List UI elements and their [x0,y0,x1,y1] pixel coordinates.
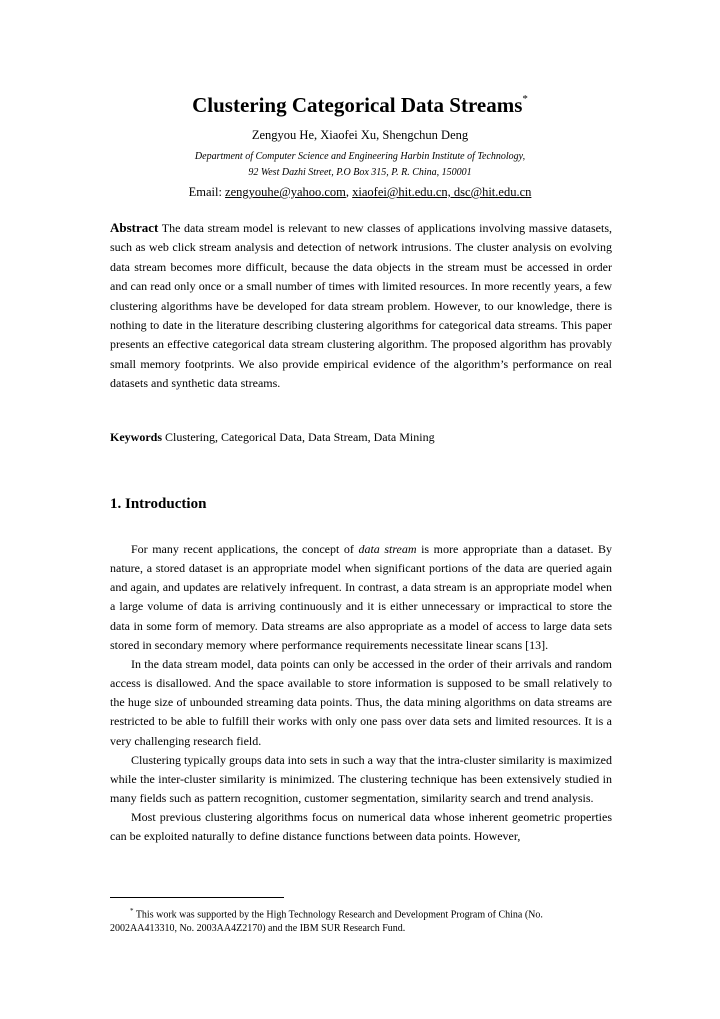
email-link-1[interactable]: zengyouhe@yahoo.com [225,185,346,199]
abstract [110,218,612,394]
footnote-mark: * [130,907,134,915]
title-text: Clustering Categorical Data Streams [192,93,523,117]
email-line [0,184,720,200]
paragraph-4: Most previous clustering algorithms focus on numerical data whose inherent geometric properties can be exploited naturally to define distance functions between data points. However, [110,810,612,844]
author-list: Zengyou He, Xiaofei Xu, Shengchun Deng [251,128,469,142]
paragraph-1-text-a: For many recent applications, the concept of [131,542,359,556]
introduction-body [110,540,612,847]
section-heading-introduction: 1. Introduction [110,496,207,512]
email-separator: , [345,185,353,199]
paper-title [0,92,720,118]
paragraph-2: In the data stream model, data points can only be accessed in the order of their arrivals and random access is disallowed. And the space available to store information is supposed to be small relatively to the huge size of unbounded streaming data points. Thus, the data mining algorithms on data streams are restricted to be able to fulfill their works with only one pass over data sets and limited resources. It is a very challenging research field. [110,656,612,748]
paragraph-3: Clustering typically groups data into sets in such a way that the intra-cluster similarity is maximized while the inter-cluster similarity is minimized. The clustering technique has been extensively studied in many fields such as pattern recognition, customer segmentation, similarity search and trend analysis. [110,752,612,806]
email-link-2[interactable]: xiaofei@hit.edu.cn, dsc@hit.edu.cn [352,185,532,199]
affiliation-line-1: Department of Computer Science and Engineering Harbin Institute of Technology, [194,151,526,162]
keywords [110,428,612,446]
title-footnote-mark: * [522,93,528,105]
abstract-label: Abstract [110,220,159,235]
affiliation-line-2: 92 West Dazhi Street, P.O Box 315, P. R. China, 150001 [248,167,472,178]
footnote-divider [110,897,284,898]
paragraph-1 [110,540,612,655]
keywords-text: Clustering, Categorical Data, Data Stream, Data Mining [165,430,435,444]
footnote [110,904,612,936]
footnote-text: This work was supported by the High Technology Research and Development Program of China (No. 2002AA413310, No. 2003AA4Z2170) and the IBM SUR Research Fund. [110,909,543,935]
keywords-label: Keywords [110,430,162,444]
abstract-text: The data stream model is relevant to new classes of applications involving massive datasets, such as web click stream analysis and detection of network intrusions. The cluster analysis on evolving data stream becomes more difficult, because the data objects in the stream must be accessed in order and can read only once or a small number of times with limited resources. In more recently years, a few clustering algorithms have be developed for data stream problem. However, to our knowledge, there is nothing to date in the literature describing clustering algorithms for categorical data streams. This paper presents an effective categorical data stream clustering algorithm. The proposed algorithm has provably small memory footprints. We also provide empirical evidence of the algorithm’s performance on real datasets and synthetic data streams. [110,221,612,391]
paragraph-1-text-b: is more appropriate than a dataset. By nature, a stored dataset is an appropriate model when significant portions of the data are queried again and again, and updates are relatively infrequent. In contrast, a data stream is an appropriate model when a large volume of data is arriving continuously and it is either unnecessary or impractical to store the data in some form of memory. Data streams are also appropriate as a model of access to large data sets stored in secondary memory where performance requirements necessitate linear scans [13]. [110,542,612,652]
emphasis-data-stream: data stream [358,542,417,556]
email-label: Email: [188,185,226,199]
